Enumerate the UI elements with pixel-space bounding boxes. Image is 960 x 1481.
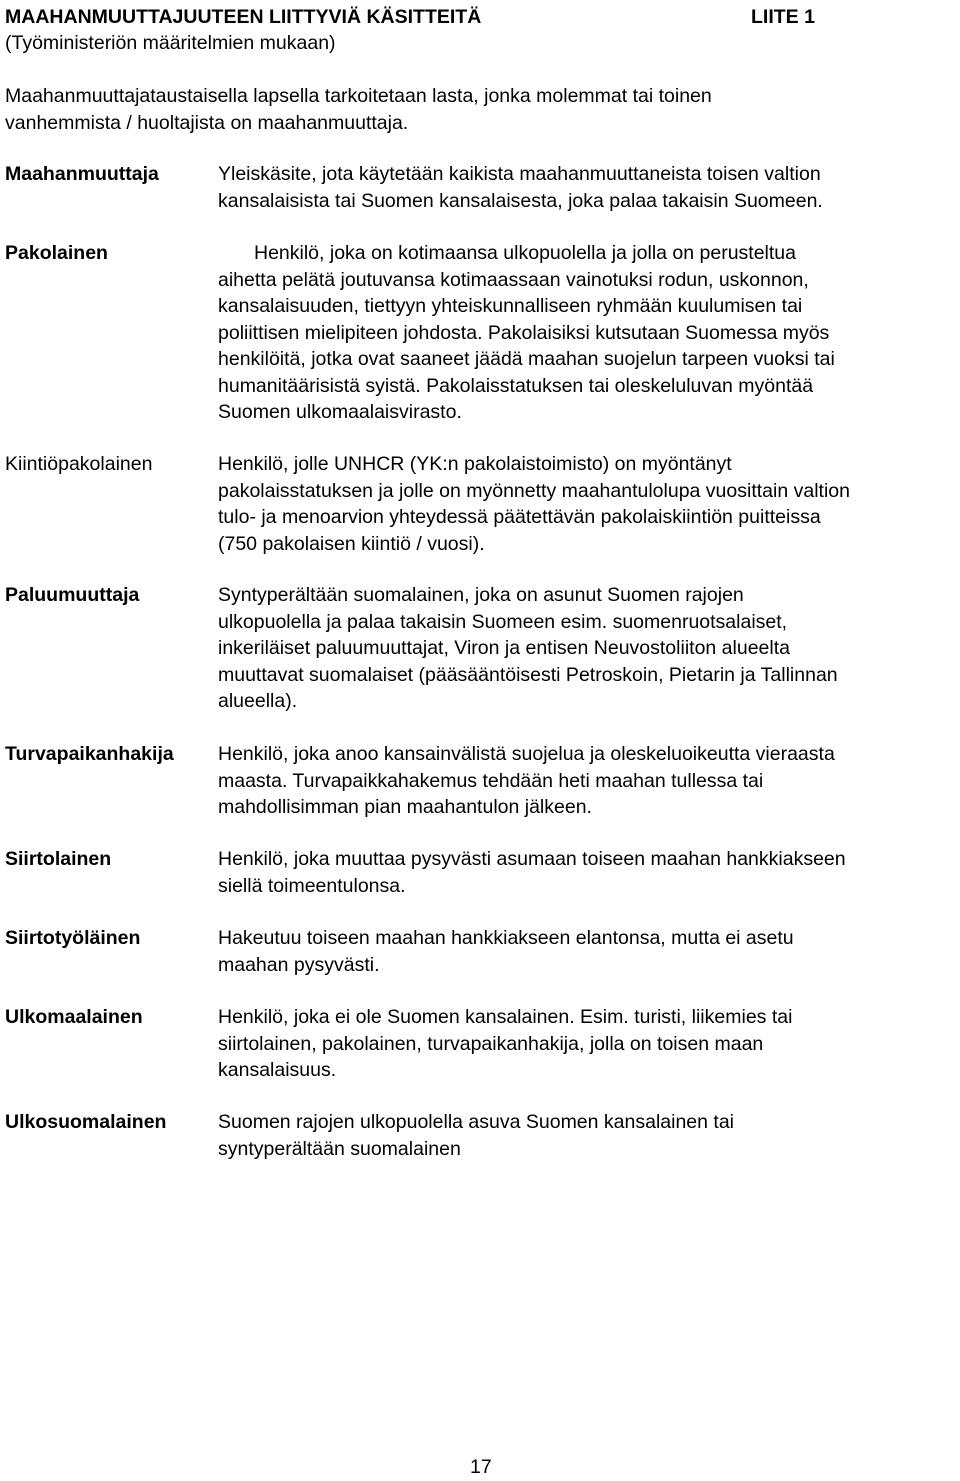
definition-line: siirtolainen, pakolainen, turvapaikanhakija, jolla on toisen maan <box>218 1032 764 1055</box>
term-ulkomaalainen: Ulkomaalainen <box>5 1006 143 1028</box>
definition-line: Henkilö, joka on kotimaansa ulkopuolella ja jolla on perusteltua <box>254 242 797 264</box>
definition-line: siellä toimeentulonsa. <box>218 874 406 897</box>
term-maahanmuuttaja: Maahanmuuttaja <box>5 163 159 185</box>
document-subtitle: (Työministeriön määritelmien mukaan) <box>5 32 336 54</box>
intro-line: Maahanmuuttajataustaisella lapsella tarkoitetaan lasta, jonka molemmat tai toinen <box>5 85 712 107</box>
definition-siirtotyolainen <box>218 925 960 978</box>
definition-line: Henkilö, joka muuttaa pysyvästi asumaan toiseen maahan hankkiakseen <box>218 848 846 870</box>
definition-line: kansalaisista tai Suomen kansalaisesta, joka palaa takaisin Suomeen. <box>218 189 823 212</box>
term-turvapaikanhakija: Turvapaikanhakija <box>5 743 174 765</box>
definition-line: ulkopuolella ja palaa takaisin Suomeen esim. suomenruotsalaiset, <box>218 610 788 633</box>
definition-line: syntyperältään suomalainen <box>218 1137 461 1160</box>
definition-line: aihetta pelätä joutuvansa kotimaassaan vainotuksi rodun, uskonnon, <box>218 268 809 291</box>
term-paluumuuttaja: Paluumuuttaja <box>5 584 140 606</box>
definition-maahanmuuttaja <box>218 161 960 214</box>
page-number: 17 <box>470 1456 492 1478</box>
definition-line: kansalaisuus. <box>218 1059 337 1081</box>
definition-line: maahan pysyvästi. <box>218 953 380 976</box>
definition-line: henkilöitä, jotka ovat saaneet jäädä maahan suojelun tarpeen vuoksi tai <box>218 348 835 370</box>
definition-line: humanitäärisistä syistä. Pakolaisstatuksen tai oleskeluluvan myöntää <box>218 374 814 397</box>
appendix-label: LIITE 1 <box>751 6 815 28</box>
definition-line: Yleiskäsite, jota käytetään kaikista maahanmuuttaneista toisen valtion <box>218 163 821 185</box>
term-siirtotyolainen: Siirtotyöläinen <box>5 927 141 949</box>
definition-line: Henkilö, joka ei ole Suomen kansalainen. Esim. turisti, liikemies tai <box>218 1006 793 1028</box>
term-ulkosuomalainen: Ulkosuomalainen <box>5 1111 167 1133</box>
definition-pakolainen <box>218 240 960 426</box>
definition-line: inkeriläiset paluumuuttajat, Viron ja entisen Neuvostoliiton alueelta <box>218 637 790 659</box>
term-kiintiopakolainen: Kiintiöpakolainen <box>5 453 153 475</box>
definition-ulkomaalainen <box>218 1004 960 1084</box>
definition-turvapaikanhakija <box>218 741 960 821</box>
definition-line: Syntyperältään suomalainen, joka on asunut Suomen rajojen <box>218 584 744 606</box>
document-title: MAAHANMUUTTAJUUTEEN LIITTYVIÄ KÄSITTEITÄ <box>5 6 482 28</box>
definition-line: kansalaisuuden, tiettyyn yhteiskunnalliseen ryhmään kuulumisen tai <box>218 295 803 317</box>
definition-ulkosuomalainen <box>218 1109 960 1162</box>
definition-kiintiopakolainen <box>218 451 960 557</box>
definition-siirtolainen <box>218 846 960 899</box>
definition-line: Suomen ulkomaalaisvirasto. <box>218 401 462 423</box>
intro-paragraph <box>5 83 712 136</box>
definition-line: tulo- ja menoarvion yhteydessä päätettävän pakolaiskiintiön puitteissa <box>218 506 821 528</box>
term-siirtolainen: Siirtolainen <box>5 848 112 870</box>
definition-line: Hakeutuu toiseen maahan hankkiakseen elantonsa, mutta ei asetu <box>218 927 794 949</box>
definition-line: Henkilö, joka anoo kansainvälistä suojelua ja oleskeluoikeutta vieraasta <box>218 743 835 765</box>
definition-line: Henkilö, jolle UNHCR (YK:n pakolaistoimisto) on myöntänyt <box>218 453 732 475</box>
definition-line: pakolaisstatuksen ja jolle on myönnetty maahantulolupa vuosittain valtion <box>218 479 850 502</box>
definition-line: mahdollisimman pian maahantulon jälkeen. <box>218 796 592 818</box>
definition-line: alueella). <box>218 690 298 712</box>
intro-line: vanhemmista / huoltajista on maahanmuuttaja. <box>5 111 409 134</box>
definition-paluumuuttaja <box>218 582 960 715</box>
definition-line: maasta. Turvapaikkahakemus tehdään heti maahan tullessa tai <box>218 769 764 792</box>
definition-line: Suomen rajojen ulkopuolella asuva Suomen kansalainen tai <box>218 1111 735 1133</box>
term-pakolainen: Pakolainen <box>5 242 108 264</box>
definition-line: (750 pakolaisen kiintiö / vuosi). <box>218 532 485 555</box>
definition-line: poliittisen mielipiteen johdosta. Pakolaisiksi kutsutaan Suomessa myös <box>218 321 830 344</box>
definition-line: muuttavat suomalaiset (pääsääntöisesti Petroskoin, Pietarin ja Tallinnan <box>218 663 838 686</box>
